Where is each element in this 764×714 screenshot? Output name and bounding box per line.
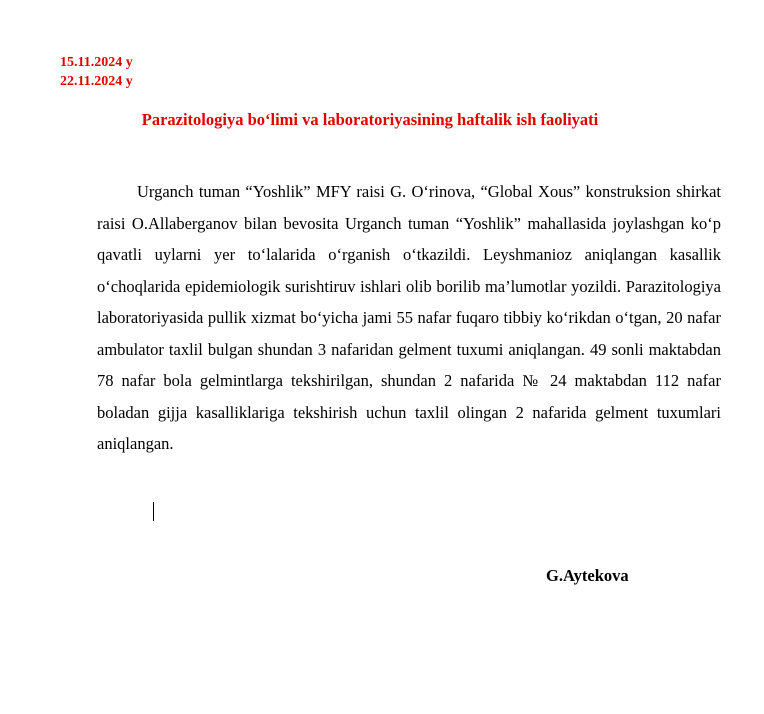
date-end: 22.11.2024 y [60, 74, 133, 89]
signature: G.Aytekova [546, 566, 629, 585]
document-title: Parazitologiya bo‘limi va laboratoriyasining haftalik ish faoliyati [141, 110, 599, 129]
date-start: 15.11.2024 y [60, 55, 133, 70]
text-cursor [153, 502, 154, 521]
document-body-paragraph: Urganch tuman “Yoshlik” MFY raisi G. O‘rinova, “Global Xous” konstruksion shirkat raisi O.Allaberganov bilan bevosita Urganch tuman “Yoshlik” mahallasida joylashgan ko‘p qavatli uylarni yer to‘lalarida o‘rganish o‘tkazildi. Leyshmanioz aniqlangan kasallik o‘choqlarida epidemiologik surishtiruv ishlari olib borilib ma’lumotlar yozildi. Parazitologiya laboratoriyasida pullik xizmat bo‘yicha jami 55 nafar fuqaro tibbiy ko‘rikdan o‘tgan, 20 nafar ambulator taxlil bulgan shundan 3 nafaridan gelment tuxumi aniqlangan. 49 sonli maktabdan 78 nafar bola gelmintlarga tekshirilgan, shundan 2 nafarida № 24 maktabdan 112 nafar boladan gijja kasalliklariga tekshirish uchun taxlil olingan 2 nafarida gelment tuxumlari aniqlangan. [97, 182, 721, 453]
report-dates [60, 53, 133, 91]
